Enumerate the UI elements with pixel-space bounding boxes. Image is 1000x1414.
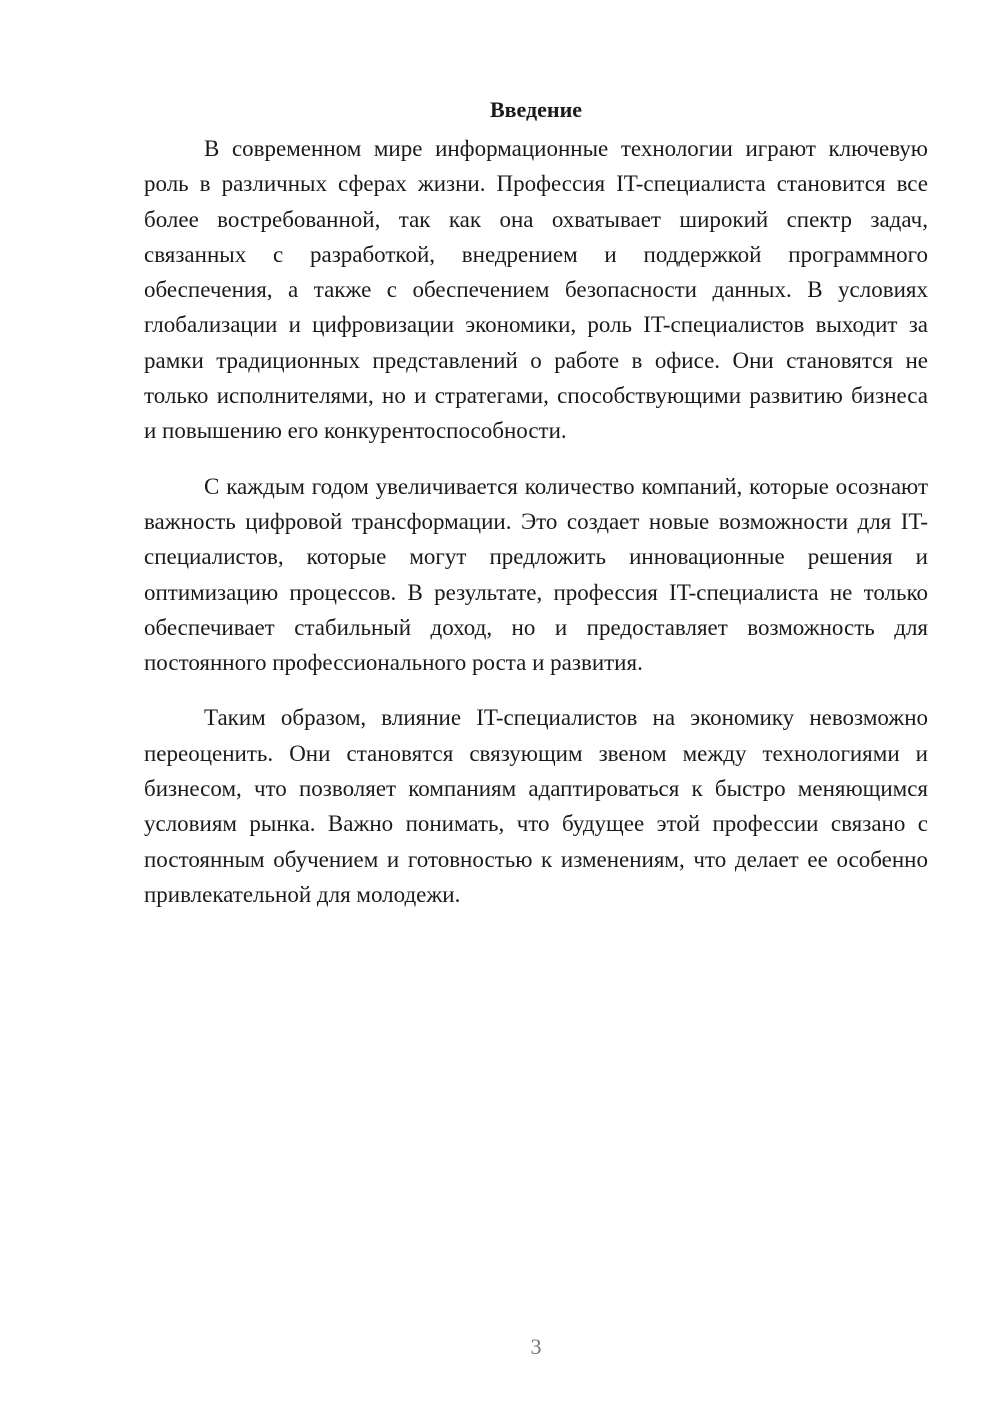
- paragraph-2: С каждым годом увеличивается количество компаний, которые осознают важность цифровой трансформации. Это создает новые возможности для IT-специалистов, которые могут предложить инновационные решения и оптимизацию процессов. В результате, профессия IT-специалиста не только обеспечивает стабильный доход, но и предоставляет возможность для постоянного профессионального роста и развития.: [144, 473, 928, 676]
- paragraph-1: В современном мире информационные технологии играют ключевую роль в различных сферах жизни. Профессия IT-специалиста становится все более востребованной, так как она охватывает широкий спектр задач, связанных с разработкой, внедрением и поддержкой программного обеспечения, а также с обеспечением безопасности данных. В условиях глобализации и цифровизации экономики, роль IT-специалистов выходит за рамки традиционных представлений о работе в офисе. Они становятся не только исполнителями, но и стратегами, способствующими развитию бизнеса и повышению его конкурентоспособности.: [144, 136, 928, 444]
- page-number: 3: [530, 1334, 542, 1359]
- section-heading: Введение: [489, 97, 583, 122]
- paragraph-3: Таким образом, влияние IT-специалистов на экономику невозможно переоценить. Они становятся связующим звеном между технологиями и бизнесом, что позволяет компаниям адаптироваться к быстро меняющимся условиям рынка. Важно понимать, что будущее этой профессии связано с постоянным обучением и готовностью к изменениям, что делает ее особенно привлекательной для молодежи.: [144, 705, 928, 907]
- page-body: [144, 92, 928, 912]
